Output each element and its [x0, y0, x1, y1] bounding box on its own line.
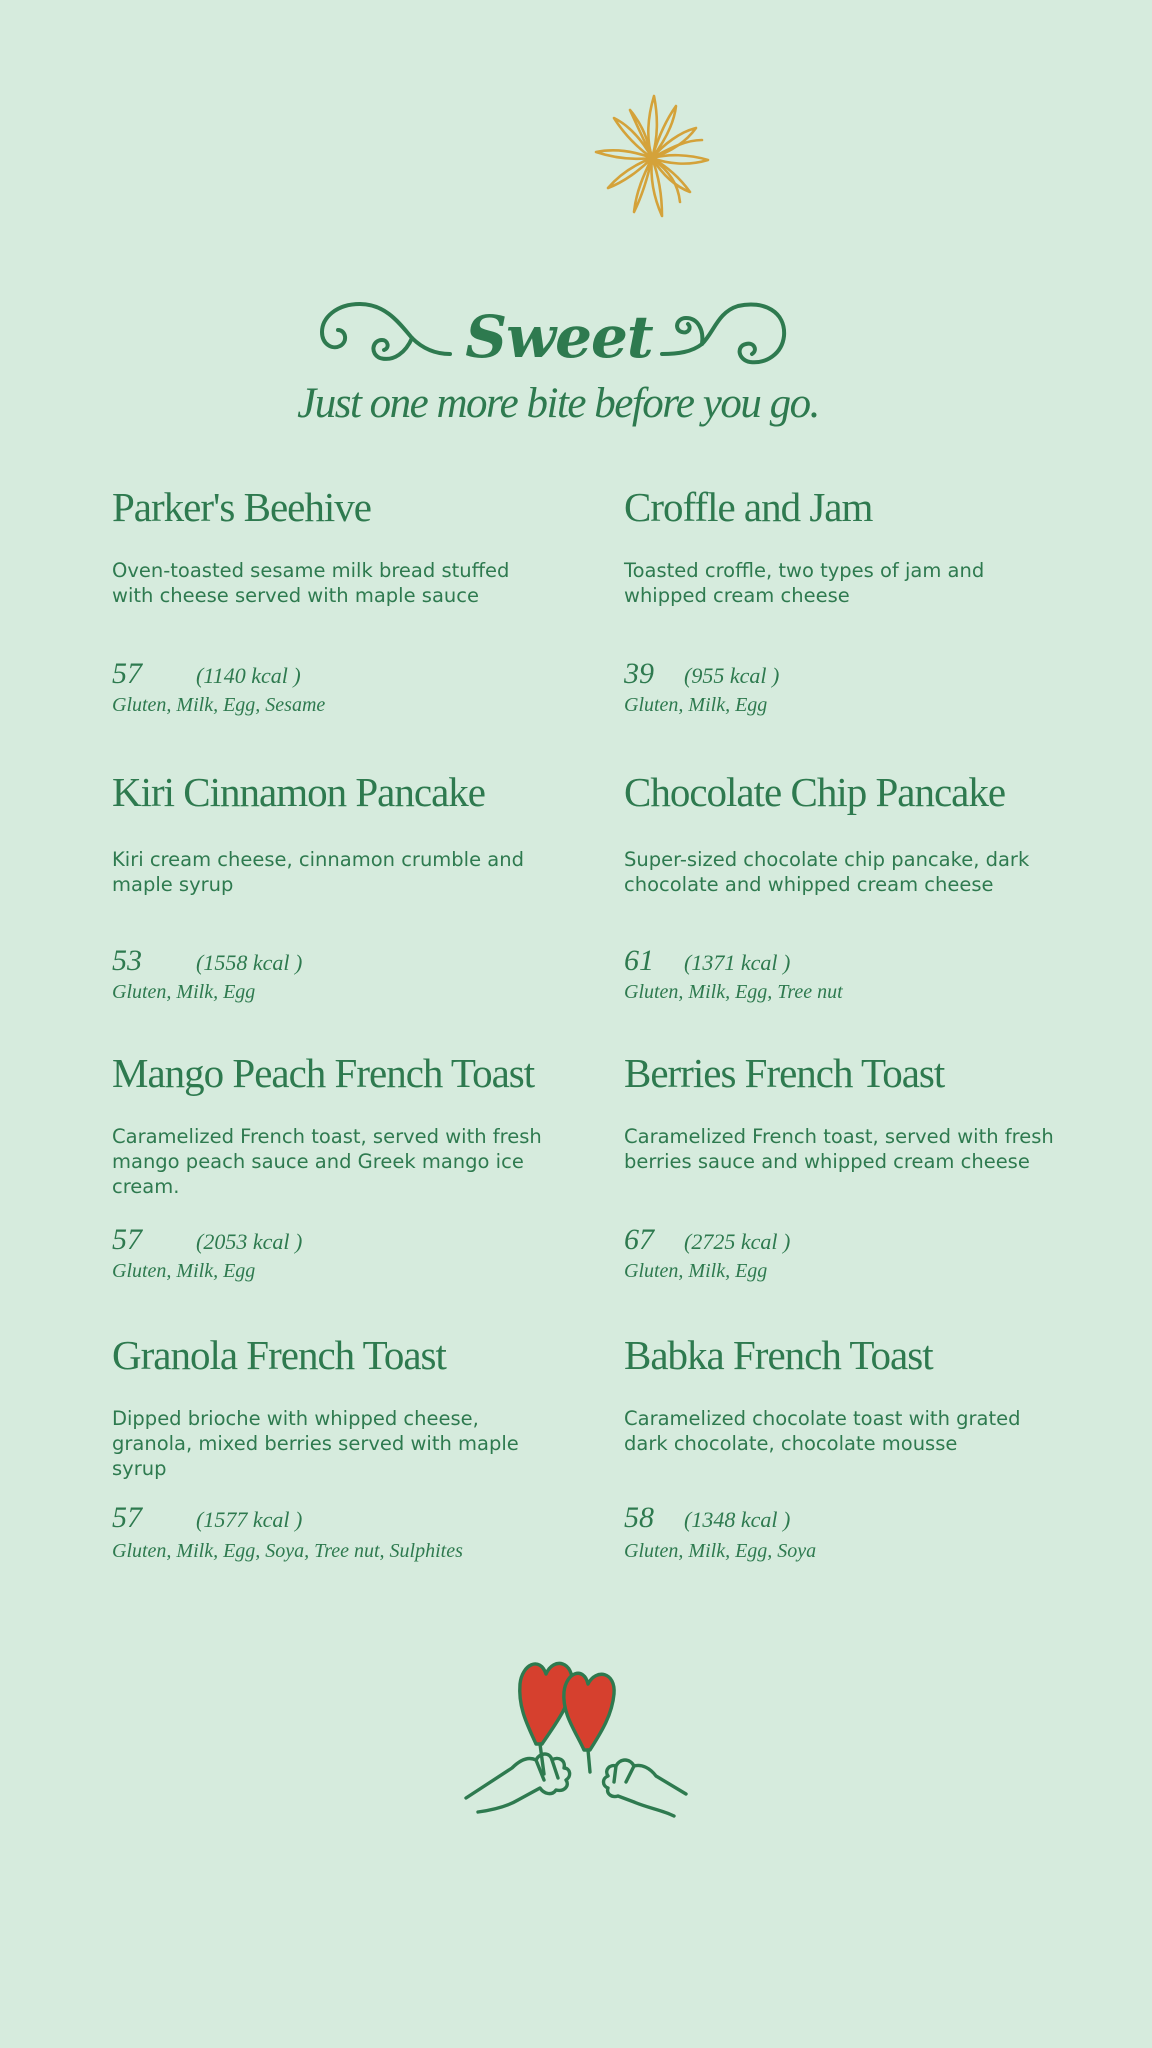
- item-allergens: Gluten, Milk, Egg, Sesame: [112, 694, 326, 716]
- item-kcal: (1371 kcal ): [684, 950, 791, 975]
- menu-title: Sweet: [465, 303, 653, 371]
- item-name: Chocolate Chip Pancake: [624, 769, 1006, 815]
- item-name: Kiri Cinnamon Pancake: [112, 769, 485, 815]
- item-description: Kiri cream cheese, cinnamon crumble and maple syrup: [112, 848, 524, 896]
- item-price: 57: [112, 1223, 142, 1256]
- item-price: 53: [112, 944, 142, 977]
- item-price: 57: [112, 657, 142, 690]
- item-name: Berries French Toast: [624, 1050, 945, 1096]
- item-price: 61: [624, 944, 654, 977]
- item-price: 67: [624, 1223, 654, 1256]
- item-allergens: Gluten, Milk, Egg, Soya, Tree nut, Sulphites: [112, 1540, 463, 1562]
- item-allergens: Gluten, Milk, Egg, Soya: [624, 1540, 817, 1562]
- item-description: Caramelized French toast, served with fresh mango peach sauce and Greek mango ice cream.: [112, 1125, 542, 1198]
- item-kcal: (1577 kcal ): [196, 1507, 303, 1532]
- menu-subtitle: Just one more bite before you go.: [297, 380, 819, 427]
- swirl-left-icon: [316, 296, 456, 370]
- item-name: Parker's Beehive: [112, 484, 371, 530]
- item-price: 39: [624, 657, 654, 690]
- item-price: 57: [112, 1501, 142, 1534]
- item-allergens: Gluten, Milk, Egg: [112, 1260, 256, 1282]
- item-description: Oven-toasted sesame milk bread stuffed with cheese served with maple sauce: [112, 559, 510, 607]
- item-description: Toasted croffle, two types of jam and whipped cream cheese: [624, 559, 985, 607]
- title-row: [0, 296, 1152, 386]
- item-kcal: (955 kcal ): [684, 663, 780, 688]
- item-price: 58: [624, 1501, 654, 1534]
- hands-holding-hearts-icon: [458, 1648, 694, 1818]
- flower-icon: [592, 90, 712, 230]
- item-name: Croffle and Jam: [624, 484, 873, 530]
- item-name: Mango Peach French Toast: [112, 1050, 535, 1096]
- item-name: Babka French Toast: [624, 1332, 933, 1378]
- item-description: Caramelized chocolate toast with grated dark chocolate, chocolate mousse: [624, 1407, 1021, 1455]
- item-allergens: Gluten, Milk, Egg, Tree nut: [624, 981, 843, 1003]
- item-name: Granola French Toast: [112, 1332, 446, 1378]
- item-kcal: (1558 kcal ): [196, 950, 303, 975]
- item-allergens: Gluten, Milk, Egg: [624, 694, 768, 716]
- swirl-right-icon: [658, 296, 790, 370]
- item-kcal: (1140 kcal ): [196, 663, 301, 688]
- item-description: Dipped brioche with whipped cheese, granola, mixed berries served with maple syrup: [112, 1407, 519, 1480]
- item-kcal: (2725 kcal ): [684, 1229, 791, 1254]
- item-kcal: (1348 kcal ): [684, 1507, 791, 1532]
- item-description: Caramelized French toast, served with fresh berries sauce and whipped cream cheese: [624, 1125, 1054, 1173]
- item-description: Super-sized chocolate chip pancake, dark chocolate and whipped cream cheese: [624, 848, 1030, 896]
- item-allergens: Gluten, Milk, Egg: [112, 981, 256, 1003]
- item-allergens: Gluten, Milk, Egg: [624, 1260, 768, 1282]
- item-kcal: (2053 kcal ): [196, 1229, 303, 1254]
